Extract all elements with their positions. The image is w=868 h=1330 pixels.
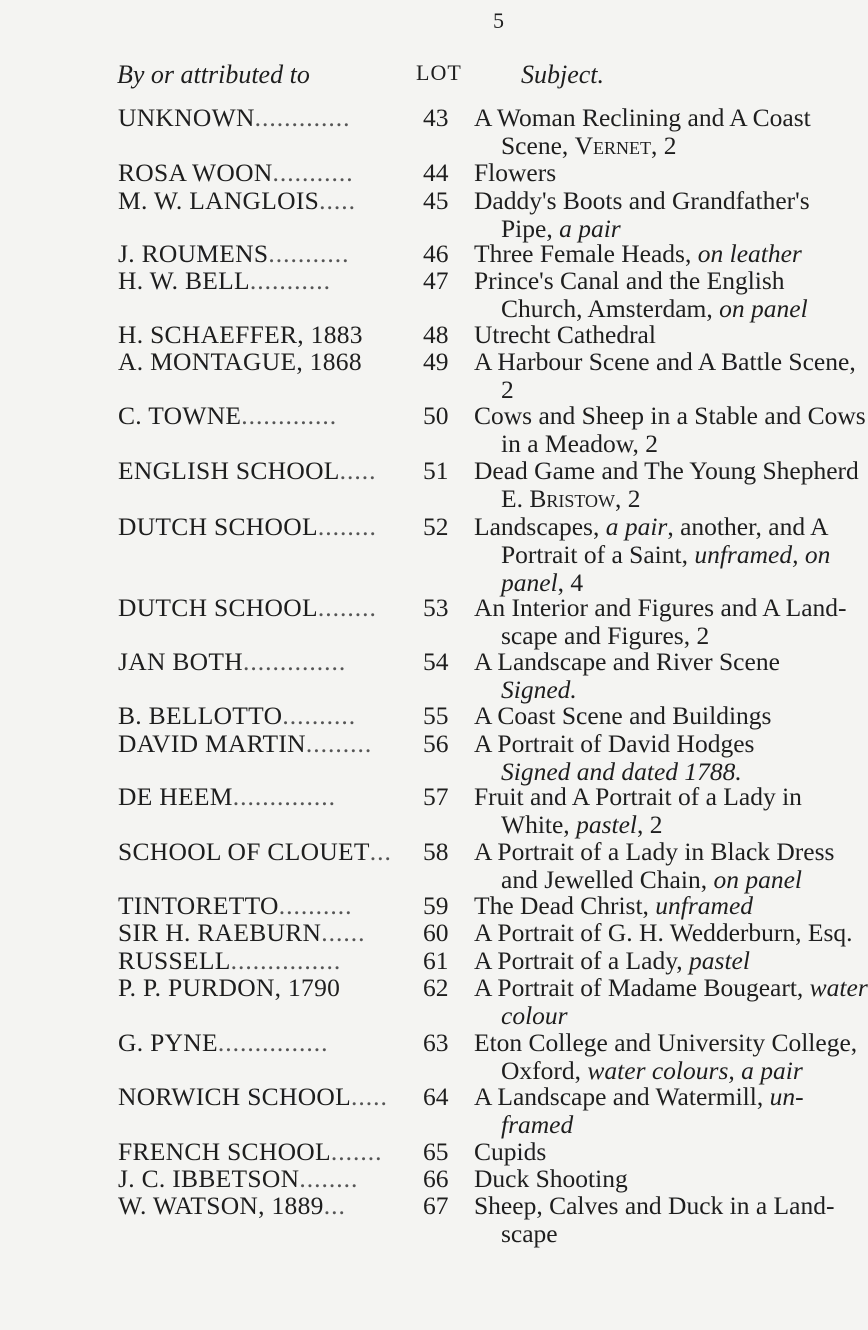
subject-line: E. Bristow, 2 — [501, 484, 641, 513]
subject-line: A Harbour Scene and A Battle Scene, — [474, 347, 856, 376]
subject-line: Prince's Canal and the English — [474, 266, 785, 295]
lot-number: 58 — [423, 837, 449, 866]
subject-line: A Portrait of Madame Bougeart, water — [474, 973, 868, 1002]
artist-name: M. W. LANGLOIS..... — [118, 186, 357, 215]
subject-line: Flowers — [474, 158, 557, 187]
lot-number: 62 — [423, 973, 449, 1002]
leader-dots: ......... — [305, 729, 373, 758]
subject-line: scape — [501, 1219, 558, 1248]
leader-dots: ........... — [272, 158, 354, 187]
subject-description — [474, 1165, 792, 1193]
subject-line: Dead Game and The Young Shepherd — [474, 456, 859, 485]
lot-number: 61 — [423, 946, 449, 975]
subject-line: and Jewelled Chain, on panel — [501, 865, 802, 894]
lot-number: 59 — [423, 891, 449, 920]
artist-name: UNKNOWN............. — [118, 103, 351, 132]
lot-number: 64 — [423, 1082, 449, 1111]
subject-line: Pipe, a pair — [501, 214, 621, 243]
subject-description — [474, 973, 868, 1030]
artist-name: P. P. PURDON, 1790 — [118, 973, 341, 1002]
subject-line: The Dead Christ, unframed — [474, 891, 754, 920]
lot-number: 60 — [423, 918, 449, 947]
artist-name: JAN BOTH.............. — [118, 647, 347, 676]
lot-number: 51 — [423, 456, 449, 485]
subject-line: Three Female Heads, on leather — [474, 239, 802, 268]
artist-name: J. C. IBBETSON........ — [118, 1164, 359, 1193]
leader-dots: ............... — [230, 946, 342, 975]
subject-description — [474, 1082, 804, 1139]
lot-number: 67 — [423, 1191, 449, 1220]
artist-name: RUSSELL............... — [118, 946, 342, 975]
subject-description — [474, 892, 792, 920]
subject-line: White, pastel, 2 — [501, 810, 663, 839]
subject-line: scape and Figures, 2 — [501, 621, 710, 650]
subject-description — [474, 512, 831, 597]
lot-number: 55 — [423, 701, 449, 730]
subject-description — [474, 593, 847, 650]
subject-line: Oxford, water colours, a pair — [501, 1056, 803, 1085]
leader-dots: ............. — [254, 103, 351, 132]
artist-name: J. ROUMENS........... — [118, 239, 350, 268]
leader-dots: .............. — [232, 782, 336, 811]
subject-description — [474, 1028, 858, 1085]
artist-name: DAVID MARTIN......... — [118, 729, 373, 758]
artist-name: FRENCH SCHOOL....... — [118, 1137, 383, 1166]
artist-name: DE HEEM.............. — [118, 782, 336, 811]
lot-column-header: LOT — [416, 60, 462, 85]
subject-line: colour — [501, 1001, 568, 1030]
leader-dots: ...... — [321, 918, 366, 947]
subject-description — [474, 1191, 835, 1248]
subject-line: Daddy's Boots and Grandfather's — [474, 186, 810, 215]
leader-dots: ........... — [268, 239, 350, 268]
leader-dots: .......... — [282, 701, 357, 730]
subject-description — [474, 401, 866, 458]
subject-line: 2 — [501, 375, 514, 404]
subject-description — [474, 186, 810, 243]
lot-number: 49 — [423, 347, 449, 376]
subject-line: panel, 4 — [501, 568, 584, 597]
subject-line: Fruit and A Portrait of a Lady in — [474, 782, 802, 811]
leader-dots: .......... — [278, 891, 353, 920]
subject-line: in a Meadow, 2 — [501, 429, 658, 458]
leader-dots: ........ — [317, 593, 377, 622]
lot-number: 53 — [423, 593, 449, 622]
lot-number: 52 — [423, 512, 449, 541]
leader-dots: ........ — [299, 1164, 359, 1193]
subject-line: Duck Shooting — [474, 1164, 628, 1193]
lot-number: 54 — [423, 647, 449, 676]
subject-line: Cows and Sheep in a Stable and Cows — [474, 401, 866, 430]
leader-dots: ..... — [339, 456, 377, 485]
subject-line: framed — [501, 1110, 574, 1139]
subject-description — [474, 347, 856, 404]
artist-name: C. TOWNE............. — [118, 401, 338, 430]
subject-description — [474, 918, 853, 947]
artist-name: SCHOOL OF CLOUET... — [118, 837, 392, 866]
subject-line: A Portrait of David Hodges — [474, 729, 755, 758]
subject-description — [474, 837, 835, 894]
subject-line: A Landscape and Watermill, un- — [474, 1082, 804, 1111]
artist-name: ROSA WOON........... — [118, 158, 354, 187]
subject-column-header: Subject. — [521, 60, 605, 89]
subject-description — [474, 947, 792, 975]
leader-dots: ........... — [249, 266, 332, 295]
subject-description — [474, 321, 792, 349]
subject-description — [474, 702, 792, 730]
subject-line: Sheep, Calves and Duck in a Land- — [474, 1191, 835, 1220]
page-number: 5 — [493, 8, 504, 33]
leader-dots: ............. — [241, 401, 338, 430]
leader-dots: ............... — [217, 1028, 329, 1057]
lot-number: 57 — [423, 782, 449, 811]
lot-number: 45 — [423, 186, 449, 215]
subject-description — [474, 239, 802, 268]
lot-number: 43 — [423, 103, 449, 132]
subject-line: Landscapes, a pair, another, and A — [474, 512, 829, 541]
artist-name: DUTCH SCHOOL........ — [118, 593, 377, 622]
leader-dots: .............. — [242, 647, 347, 676]
subject-description — [474, 266, 808, 323]
artist-name: H. W. BELL........... — [118, 266, 332, 295]
artist-name: G. PYNE............... — [118, 1028, 329, 1057]
subject-description — [474, 730, 792, 786]
subject-description — [474, 456, 859, 513]
lot-number: 47 — [423, 266, 449, 295]
subject-description — [474, 782, 802, 839]
leader-dots: ..... — [351, 1082, 388, 1111]
lot-number: 56 — [423, 729, 449, 758]
artist-name: A. MONTAGUE, 1868 — [118, 347, 362, 376]
subject-line: Utrecht Cathedral — [474, 320, 656, 349]
subject-line: Signed and dated 1788. — [501, 757, 742, 786]
lot-number: 46 — [423, 239, 449, 268]
artist-name: B. BELLOTTO.......... — [118, 701, 357, 730]
subject-line: Church, Amsterdam, on panel — [501, 294, 808, 323]
subject-description — [474, 103, 811, 160]
artist-name: W. WATSON, 1889... — [118, 1191, 346, 1220]
subject-line: A Portrait of G. H. Wedderburn, Esq. — [474, 918, 853, 947]
subject-line: Scene, Vernet, 2 — [501, 131, 677, 160]
lot-number: 44 — [423, 158, 449, 187]
subject-description — [474, 648, 792, 704]
subject-line: Signed. — [501, 675, 577, 704]
leader-dots: ..... — [319, 186, 357, 215]
subject-line: A Portrait of a Lady, pastel — [474, 946, 750, 975]
leader-dots: ........ — [317, 512, 377, 541]
artist-column-header: By or attributed to — [117, 60, 310, 89]
artist-name: SIR H. RAEBURN...... — [118, 918, 366, 947]
lot-number: 66 — [423, 1164, 449, 1193]
subject-line: A Landscape and River Scene — [474, 647, 780, 676]
subject-line: Portrait of a Saint, unframed, on — [501, 540, 831, 569]
artist-name: H. SCHAEFFER, 1883 — [118, 320, 363, 349]
lot-number: 50 — [423, 401, 449, 430]
subject-line: Eton College and University College, — [474, 1028, 858, 1057]
lot-number: 48 — [423, 320, 449, 349]
subject-description — [474, 1138, 792, 1166]
subject-line: Cupids — [474, 1137, 547, 1166]
lot-number: 65 — [423, 1137, 449, 1166]
leader-dots: ... — [323, 1191, 346, 1220]
artist-name: NORWICH SCHOOL..... — [118, 1082, 388, 1111]
leader-dots: ....... — [330, 1137, 383, 1166]
lot-number: 63 — [423, 1028, 449, 1057]
subject-line: An Interior and Figures and A Land- — [474, 593, 847, 622]
artist-name: TINTORETTO.......... — [118, 891, 353, 920]
subject-line: A Portrait of a Lady in Black Dress — [474, 837, 835, 866]
artist-name: DUTCH SCHOOL........ — [118, 512, 377, 541]
leader-dots: ... — [369, 837, 392, 866]
artist-name: ENGLISH SCHOOL..... — [118, 456, 377, 485]
subject-line: A Coast Scene and Buildings — [474, 701, 772, 730]
subject-description — [474, 159, 792, 187]
subject-line: A Woman Reclining and A Coast — [474, 103, 811, 132]
